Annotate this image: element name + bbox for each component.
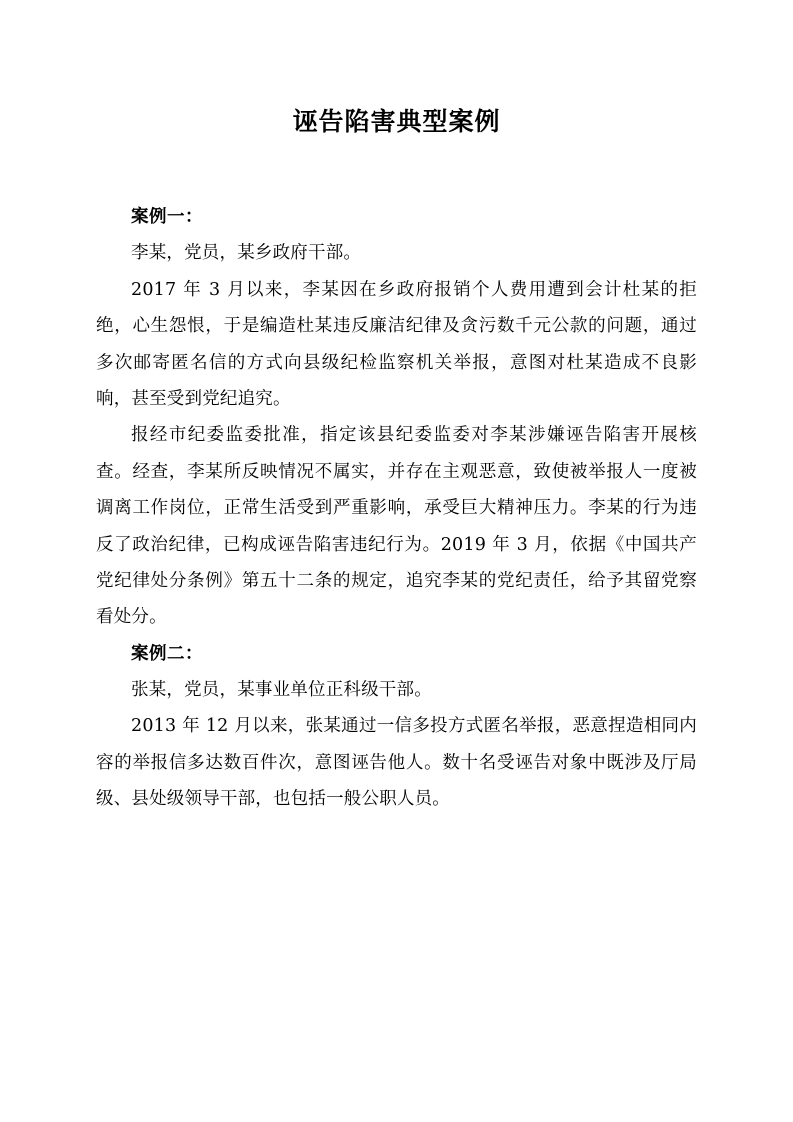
case-two-subject: 张某，党员，某事业单位正科级干部。 bbox=[131, 680, 432, 701]
case-one-subject: 李某，党员，某乡政府干部。 bbox=[131, 243, 362, 264]
title-spacer bbox=[96, 139, 697, 199]
case-two-facts: 2013 年 12 月以来，张某通过一信多投方式匿名举报，恶意捏造相同内容的举报信多达数百件次，意图诬告他人。数十名受诬告对象中既涉及厅局级、县处级领导干部，也包括一般公职人员。 bbox=[96, 716, 697, 810]
case-one-facts: 2017 年 3 月以来，李某因在乡政府报销个人费用遭到会计杜某的拒绝，心生怨恨，于是编造杜某违反廉洁纪律及贪污数千元公款的问题，通过多次邮寄匿名信的方式向县级纪检监察机关举报，意图对杜某造成不良影响，甚至受到党纪追究。 bbox=[96, 279, 697, 409]
case-heading-two: 案例二： bbox=[131, 643, 203, 664]
case-one-disposition: 报经市纪委监委批准，指定该县纪委监委对李某涉嫌诬告陷害开展核查。经查，李某所反映情况不属实，并存在主观恶意，致使被举报人一度被调离工作岗位，正常生活受到严重影响，承受巨大精神压力。李某的行为违反了政治纪律，已构成诬告陷害违纪行为。2019 年 3 月，依据《中国共产党纪律处分条例》第五十二条的规定，追究李某的党纪责任，给予其留党察看处分。 bbox=[96, 425, 697, 628]
document-body bbox=[96, 199, 697, 818]
page-title: 诬告陷害典型案例 bbox=[292, 107, 501, 136]
case-heading-one: 案例一： bbox=[131, 207, 203, 227]
